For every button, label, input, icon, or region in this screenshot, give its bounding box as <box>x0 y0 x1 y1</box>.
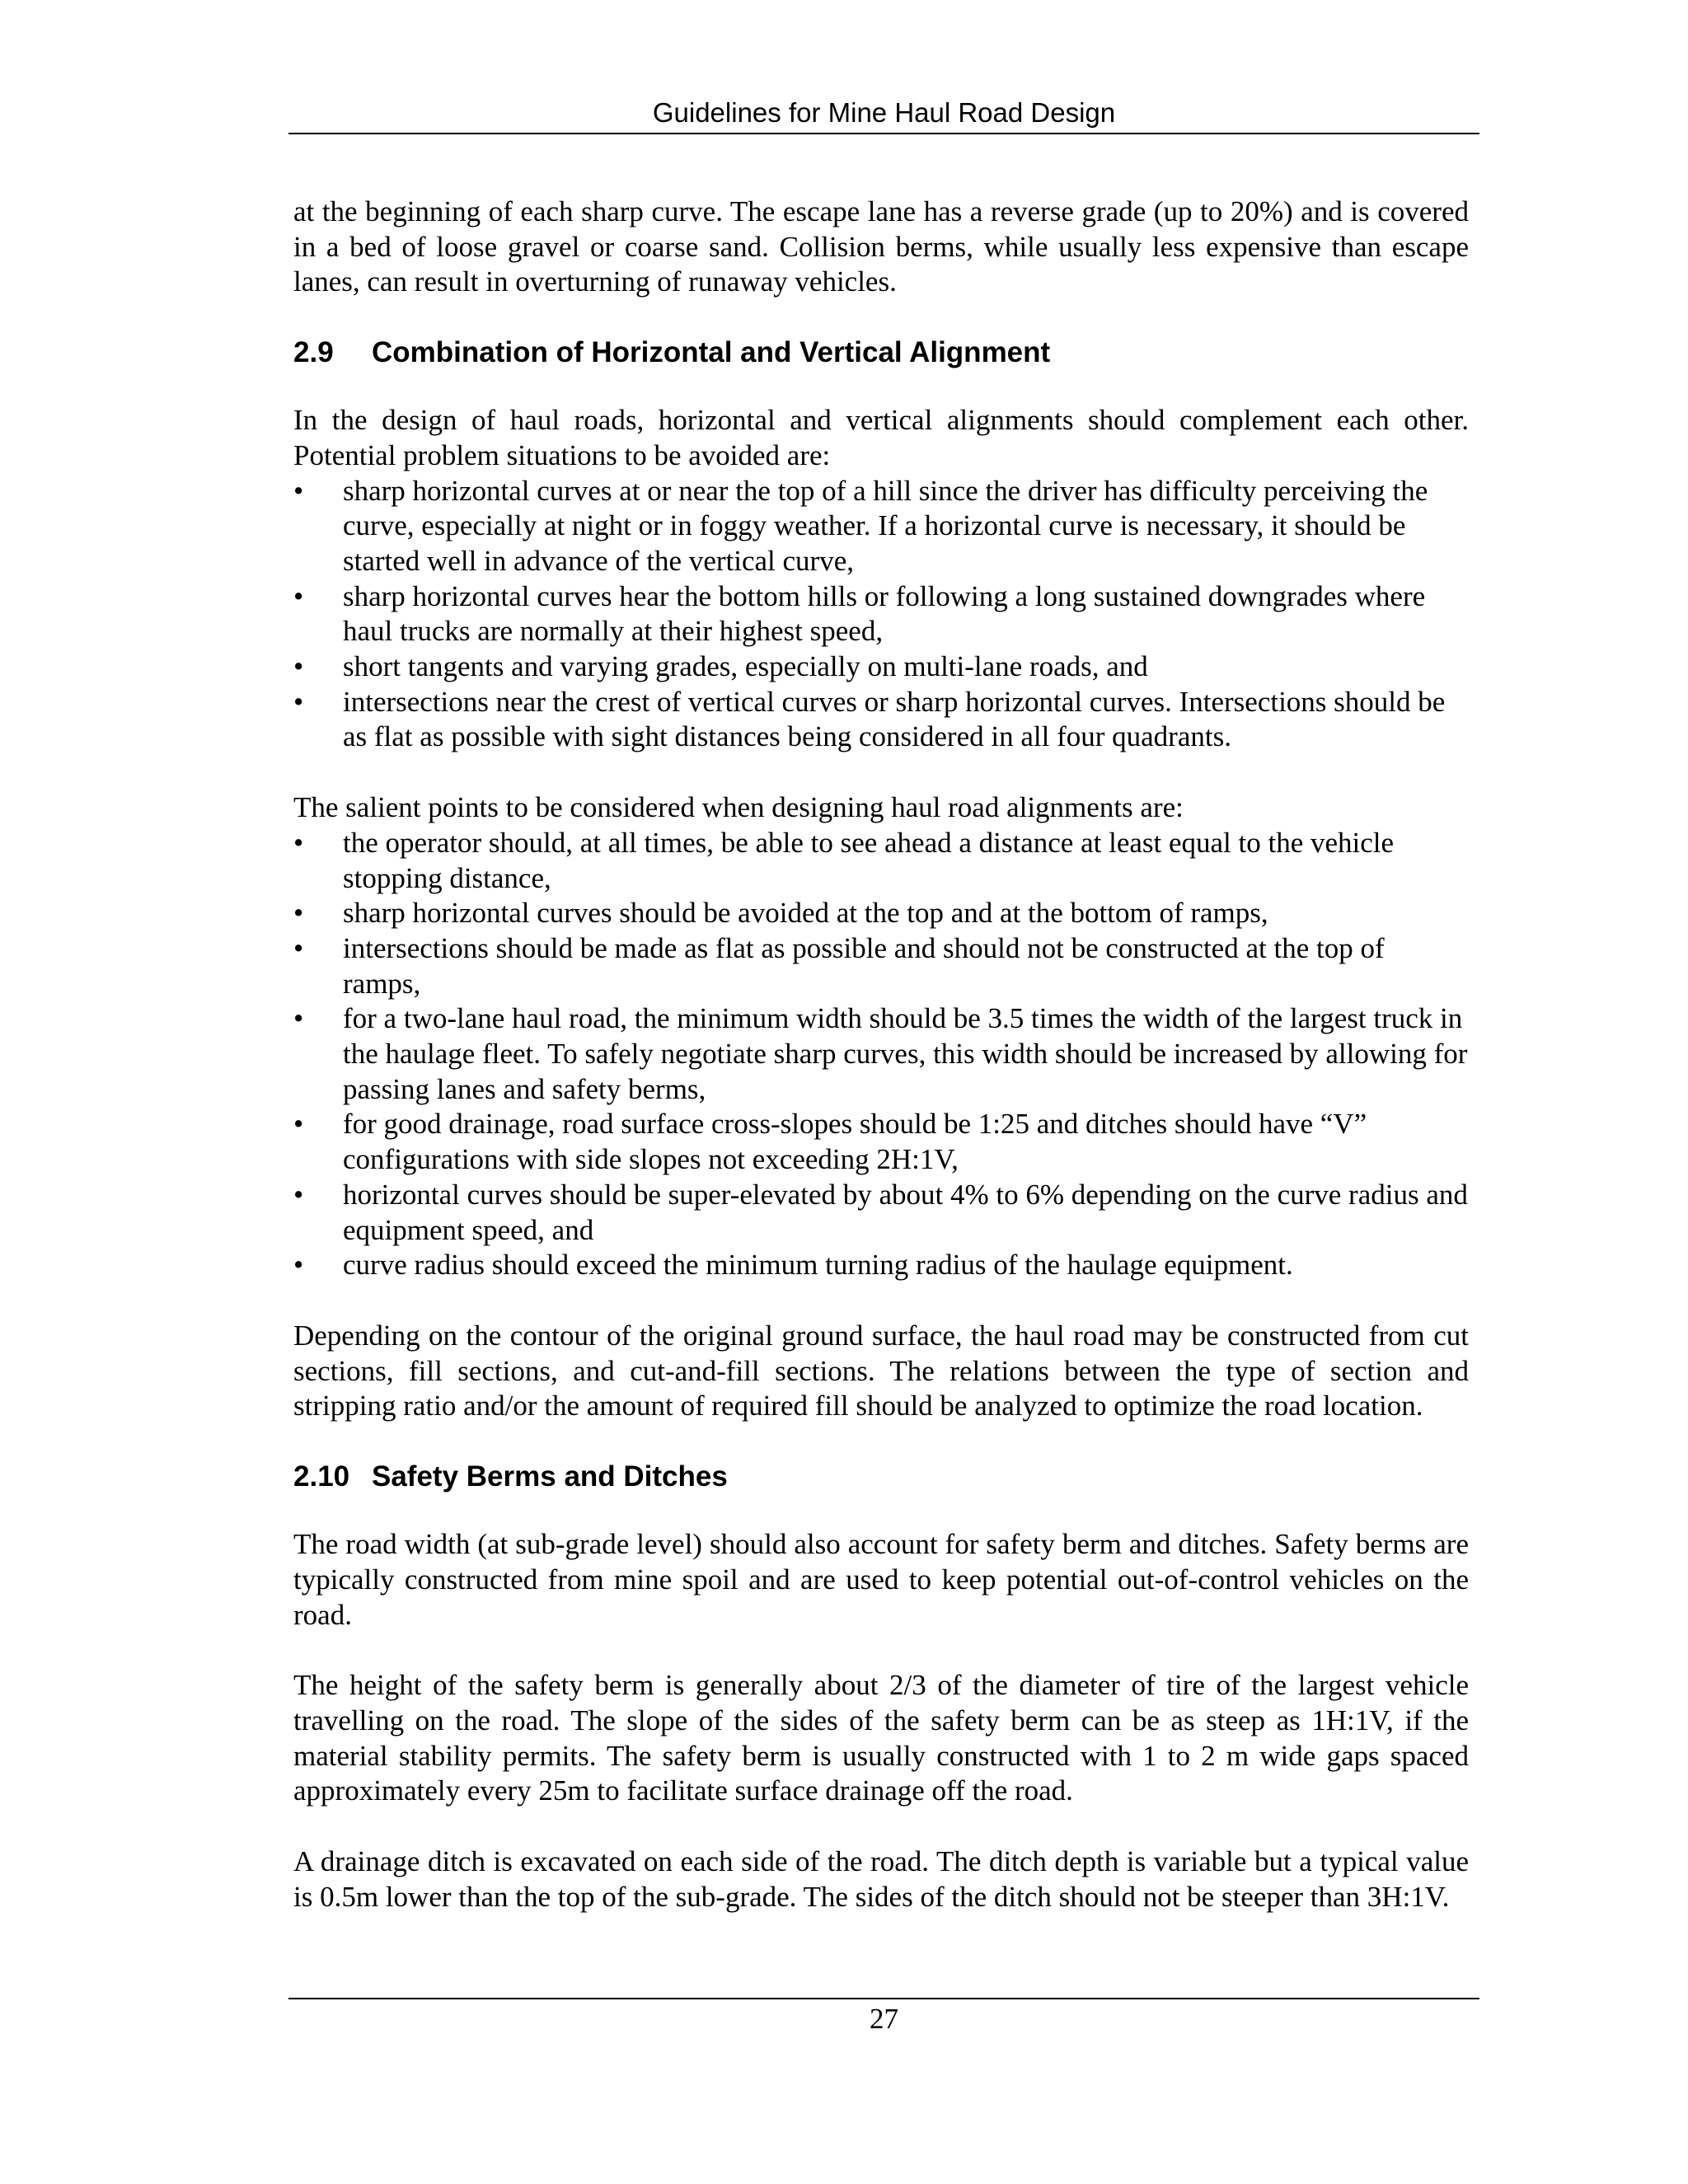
list-item-text: for good drainage, road surface cross-slopes should be 1:25 and ditches should have “V” configurations with side slopes not exceeding 2H:1V, <box>343 1108 1367 1176</box>
running-header: Guidelines for Mine Haul Road Design <box>652 97 1116 128</box>
list-item <box>293 896 1469 931</box>
header-rule <box>288 133 1479 134</box>
list-item <box>293 579 1469 649</box>
bullet-icon: • <box>293 474 304 507</box>
bullet-icon: • <box>293 579 304 612</box>
list-item-text: sharp horizontal curves should be avoided at the top and at the bottom of ramps, <box>343 897 1268 930</box>
list-item-text: the operator should, at all times, be able to see ahead a distance at least equal to the vehicle stopping distance, <box>343 826 1395 894</box>
problem-list <box>293 474 1469 756</box>
list-item-text: intersections near the crest of vertical curves or sharp horizontal curves. Intersections should be as flat as possible with sight distances being considered in all four quadrants. <box>343 685 1446 753</box>
section-title: Safety Berms and Ditches <box>372 1460 728 1493</box>
list-item <box>293 1001 1469 1107</box>
footer-rule <box>288 1998 1479 1999</box>
bullet-icon: • <box>293 1178 304 1211</box>
section-heading-2-9 <box>293 335 1469 370</box>
section-number: 2.9 <box>293 336 334 369</box>
bullet-icon: • <box>293 650 304 683</box>
paragraph: The road width (at sub-grade level) should also account for safety berm and ditches. Safety berms are typically constructed from mine spoil and are used to keep potential out-of-control vehicles on the road. <box>293 1528 1469 1631</box>
paragraph: Depending on the contour of the original ground surface, the haul road may be constructed from cut sections, fill sections, and cut-and-fill sections. The relations between the type of section and stripping ratio and/or the amount of required fill should be analyzed to optimize the road location. <box>293 1319 1469 1422</box>
list-item-text: intersections should be made as flat as possible and should not be constructed at the top of ramps, <box>343 931 1385 1000</box>
paragraph: The salient points to be considered when designing haul road alignments are: <box>293 791 1184 824</box>
bullet-icon: • <box>293 685 304 718</box>
section-title: Combination of Horizontal and Vertical Alignment <box>372 336 1051 369</box>
list-item <box>293 931 1469 1001</box>
list-item <box>293 1178 1469 1248</box>
list-item-text: sharp horizontal curves hear the bottom hills or following a long sustained downgrades where haul trucks are normally at their highest speed, <box>343 579 1426 648</box>
list-item-text: horizontal curves should be super-elevated by about 4% to 6% depending on the curve radius and equipment speed, and <box>343 1178 1468 1246</box>
list-item <box>293 685 1469 755</box>
section-heading-2-10 <box>293 1460 1469 1494</box>
list-item-text: short tangents and varying grades, especially on multi-lane roads, and <box>343 650 1148 683</box>
paragraph: In the design of haul roads, horizontal and vertical alignments should complement each other. Potential problem situations to be avoided are: <box>293 404 1469 471</box>
list-item-text: for a two-lane haul road, the minimum width should be 3.5 times the width of the largest truck in the haulage fleet. To safely negotiate sharp curves, this width should be increased by allowing for passing lanes and safety berms, <box>343 1002 1468 1105</box>
salient-points-list <box>293 826 1469 1283</box>
bullet-icon: • <box>293 1249 304 1282</box>
page-number: 27 <box>870 2003 898 2035</box>
list-item <box>293 1107 1469 1177</box>
list-item-text: sharp horizontal curves at or near the top of a hill since the driver has difficulty perceiving the curve, especially at night or in foggy weather. If a horizontal curve is necessary, it should be started well in advance of the vertical curve, <box>343 474 1428 577</box>
body-text <box>293 194 1469 1915</box>
bullet-icon: • <box>293 1002 304 1035</box>
list-item <box>293 1248 1469 1283</box>
intro-paragraph: at the beginning of each sharp curve. The escape lane has a reverse grade (up to 20%) and is covered in a bed of loose gravel or coarse sand. Collision berms, while usually less expensive than escape lanes, can result in overturning of runaway vehicles. <box>293 195 1469 298</box>
section-number: 2.10 <box>293 1460 350 1493</box>
list-item <box>293 474 1469 579</box>
bullet-icon: • <box>293 897 304 930</box>
paragraph: The height of the safety berm is generally about 2/3 of the diameter of tire of the largest vehicle travelling on the road. The slope of the sides of the safety berm can be as steep as 1H:1V, if the material stability permits. The safety berm is usually constructed with 1 to 2 m wide gaps spaced approximately every 25m to facilitate surface drainage off the road. <box>293 1669 1469 1807</box>
list-item <box>293 826 1469 896</box>
bullet-icon: • <box>293 826 304 859</box>
paragraph: A drainage ditch is excavated on each side of the road. The ditch depth is variable but a typical value is 0.5m lower than the top of the sub-grade. The sides of the ditch should not be steeper than 3H:1V. <box>293 1845 1469 1913</box>
bullet-icon: • <box>293 931 304 964</box>
list-item <box>293 649 1469 685</box>
list-item-text: curve radius should exceed the minimum turning radius of the haulage equipment. <box>343 1249 1293 1282</box>
bullet-icon: • <box>293 1108 304 1141</box>
